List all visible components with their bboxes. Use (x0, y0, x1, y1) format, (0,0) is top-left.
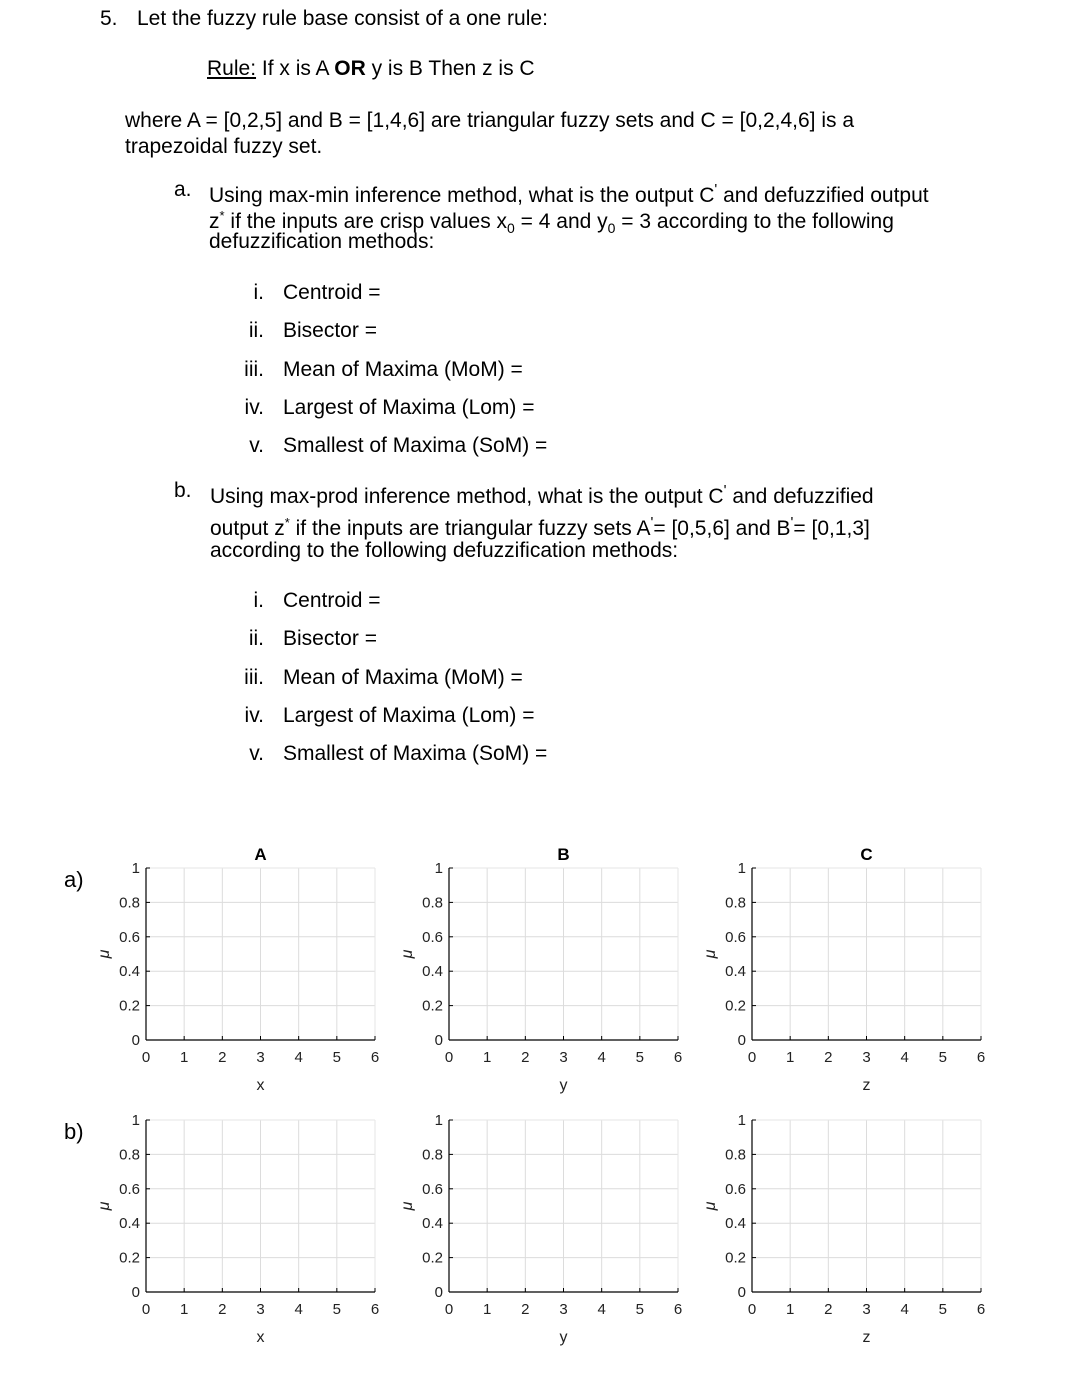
x-tick-label: 4 (597, 1301, 606, 1318)
y-tick-label: 0.6 (422, 1180, 443, 1198)
list-text: Smallest of Maxima (SoM) = (283, 742, 548, 765)
x-tick-label: 4 (900, 1301, 909, 1318)
list-text: Largest of Maxima (Lom) = (283, 704, 535, 727)
list-numeral: iv. (244, 396, 264, 419)
x-tick-label: 5 (332, 1301, 342, 1318)
x-tick-label: 3 (559, 1049, 568, 1066)
x-axis-label: y (559, 1077, 568, 1094)
chart-panel-6 (702, 1112, 985, 1346)
list-numeral: ii. (248, 319, 264, 342)
y-axis-label: μ (399, 949, 416, 959)
x-tick-label: 4 (597, 1049, 606, 1066)
list-text: Bisector = (283, 627, 377, 650)
y-axis-label: μ (399, 1201, 416, 1211)
where-line-2: trapezoidal fuzzy set. (125, 135, 323, 158)
x0-value: = 4 and y (514, 210, 608, 233)
chart-b-2 (399, 845, 682, 1094)
part-b-line-1-post: and defuzzified (726, 485, 874, 508)
x-tick-label: 5 (635, 1049, 645, 1066)
x-axis-label: x (256, 1077, 265, 1094)
chart-title: B (557, 845, 570, 864)
x-tick-label: 2 (521, 1049, 530, 1066)
prime-mark: ' (723, 482, 727, 499)
y-tick-label: 0 (131, 1284, 140, 1301)
x-tick-label: 1 (785, 1301, 795, 1318)
question-intro: Let the fuzzy rule base consist of a one rule: (137, 7, 548, 30)
list-numeral: iii. (244, 358, 264, 381)
x-tick-label: 1 (179, 1049, 189, 1066)
list-numeral: i. (253, 589, 264, 612)
x-tick-label: 6 (673, 1301, 683, 1318)
list-text: Mean of Maxima (MoM) = (283, 358, 523, 381)
x-axis-label: z (862, 1329, 871, 1346)
y-tick-label: 1 (737, 1112, 746, 1129)
x-tick-label: 6 (673, 1049, 683, 1066)
y-tick-label: 0 (737, 1284, 746, 1301)
part-b-line-2-mid: if the inputs are triangular fuzzy sets A (289, 517, 651, 540)
y-tick-label: 0.6 (119, 1180, 140, 1198)
list-numeral: i. (253, 281, 264, 304)
y-axis-label: μ (702, 1201, 719, 1211)
question-number: 5. (100, 7, 118, 30)
y-tick-label: 0.2 (422, 997, 443, 1015)
y-tick-label: 0.2 (422, 1249, 443, 1267)
y-tick-label: 0 (131, 1032, 140, 1049)
a-prime-value: = [0,5,6] and B (653, 517, 791, 540)
part-b-line-3: according to the following defuzzification methods: (210, 539, 679, 562)
part-b-marker: b. (174, 479, 192, 502)
part-a-line-1-post: and defuzzified output (717, 184, 929, 207)
x-tick-label: 1 (179, 1301, 189, 1318)
y-tick-label: 0 (434, 1032, 443, 1049)
x-axis-label: y (559, 1329, 568, 1346)
y-tick-label: 0.2 (119, 997, 140, 1015)
y-axis-label: μ (96, 949, 113, 959)
chart-title: A (254, 845, 267, 864)
prime-mark: ' (714, 181, 718, 198)
list-text: Centroid = (283, 281, 381, 304)
row-label: b) (64, 1119, 84, 1144)
x-tick-label: 3 (862, 1301, 871, 1318)
y-tick-label: 0.8 (725, 894, 746, 912)
chart-panel-4 (64, 1112, 379, 1346)
x-tick-label: 0 (141, 1301, 151, 1318)
y-tick-label: 1 (131, 860, 140, 877)
y-tick-label: 0 (737, 1032, 746, 1049)
part-a-line-2-pre: if the inputs are crisp values x (224, 210, 508, 233)
x-tick-label: 3 (256, 1049, 265, 1066)
part-b-line-1-pre: Using max-prod inference method, what is the output C (210, 485, 724, 508)
part-b-line-2-pre: output z (210, 517, 285, 540)
x-tick-label: 3 (256, 1301, 265, 1318)
x-tick-label: 3 (559, 1301, 568, 1318)
list-text: Centroid = (283, 589, 381, 612)
y-tick-label: 0.2 (725, 997, 746, 1015)
x-tick-label: 4 (294, 1049, 303, 1066)
chart-title: C (860, 845, 873, 864)
y-tick-label: 0.8 (422, 1146, 443, 1164)
x-tick-label: 2 (218, 1301, 227, 1318)
x-axis-label: x (256, 1329, 265, 1346)
list-numeral: v. (249, 434, 264, 457)
x-tick-label: 2 (824, 1049, 833, 1066)
y-subscript: 0 (607, 220, 616, 237)
y-tick-label: 1 (131, 1112, 140, 1129)
y-tick-label: 1 (434, 860, 443, 877)
z-symbol: z (209, 210, 220, 233)
list-text: Smallest of Maxima (SoM) = (283, 434, 548, 457)
x-tick-label: 2 (824, 1301, 833, 1318)
rule-label: Rule: (207, 57, 257, 80)
x-tick-label: 1 (482, 1301, 492, 1318)
x-subscript: 0 (507, 220, 515, 237)
y-tick-label: 0.2 (725, 1249, 746, 1267)
y-tick-label: 0.8 (119, 1146, 140, 1164)
y0-value: = 3 according to the following (615, 210, 894, 233)
list-numeral: iv. (244, 704, 264, 727)
list-text: Bisector = (283, 319, 377, 342)
list-numeral: v. (249, 742, 264, 765)
x-tick-label: 0 (747, 1301, 757, 1318)
y-tick-label: 0.8 (119, 894, 140, 912)
x-tick-label: 0 (444, 1301, 454, 1318)
chart-c-3 (702, 845, 985, 1094)
x-tick-label: 5 (332, 1049, 342, 1066)
part-a-marker: a. (174, 178, 192, 201)
chart-a-1 (64, 845, 379, 1094)
x-tick-label: 6 (370, 1049, 380, 1066)
list-text: Mean of Maxima (MoM) = (283, 666, 523, 689)
b-prime-value: = [0,1,3] (793, 517, 870, 540)
x-tick-label: 2 (521, 1301, 530, 1318)
y-tick-label: 0.4 (119, 963, 140, 981)
x-tick-label: 6 (976, 1301, 986, 1318)
x-tick-label: 6 (976, 1049, 986, 1066)
y-tick-label: 0.6 (119, 928, 140, 946)
x-tick-label: 0 (444, 1049, 454, 1066)
x-tick-label: 0 (141, 1049, 151, 1066)
y-tick-label: 0.6 (422, 928, 443, 946)
rule-pre: If x is A (256, 57, 335, 80)
prime-mark: ' (650, 514, 654, 531)
y-tick-label: 1 (737, 860, 746, 877)
x-tick-label: 5 (938, 1049, 948, 1066)
x-tick-label: 6 (370, 1301, 380, 1318)
x-tick-label: 4 (900, 1049, 909, 1066)
x-tick-label: 0 (747, 1049, 757, 1066)
x-tick-label: 5 (635, 1301, 645, 1318)
x-tick-label: 1 (785, 1049, 795, 1066)
y-tick-label: 1 (434, 1112, 443, 1129)
x-tick-label: 3 (862, 1049, 871, 1066)
rule-or: OR (334, 57, 366, 80)
list-numeral: ii. (248, 627, 264, 650)
x-tick-label: 2 (218, 1049, 227, 1066)
x-tick-label: 5 (938, 1301, 948, 1318)
x-tick-label: 1 (482, 1049, 492, 1066)
rule-post: y is B Then z is C (365, 57, 535, 80)
y-tick-label: 0.6 (725, 1180, 746, 1198)
where-line-1: where A = [0,2,5] and B = [1,4,6] are triangular fuzzy sets and C = [0,2,4,6] is a (125, 109, 855, 132)
y-tick-label: 0 (434, 1284, 443, 1301)
y-tick-label: 0.4 (422, 1215, 443, 1233)
x-tick-label: 4 (294, 1301, 303, 1318)
list-text: Largest of Maxima (Lom) = (283, 396, 535, 419)
y-tick-label: 0.4 (725, 1215, 746, 1233)
prime-mark: ' (790, 514, 794, 531)
y-tick-label: 0.8 (422, 894, 443, 912)
y-tick-label: 0.4 (119, 1215, 140, 1233)
part-a-line-3: defuzzification methods: (209, 230, 435, 253)
y-tick-label: 0.4 (725, 963, 746, 981)
star-mark: * (219, 208, 225, 223)
y-tick-label: 0.6 (725, 928, 746, 946)
y-axis-label: μ (702, 949, 719, 959)
chart-panel-5 (399, 1112, 682, 1346)
y-tick-label: 0.4 (422, 963, 443, 981)
y-axis-label: μ (96, 1201, 113, 1211)
list-numeral: iii. (244, 666, 264, 689)
y-tick-label: 0.2 (119, 1249, 140, 1267)
y-tick-label: 0.8 (725, 1146, 746, 1164)
part-a-line-1-pre: Using max-min inference method, what is the output C (209, 184, 715, 207)
row-label: a) (64, 867, 84, 892)
x-axis-label: z (862, 1077, 871, 1094)
star-mark: * (284, 515, 290, 530)
